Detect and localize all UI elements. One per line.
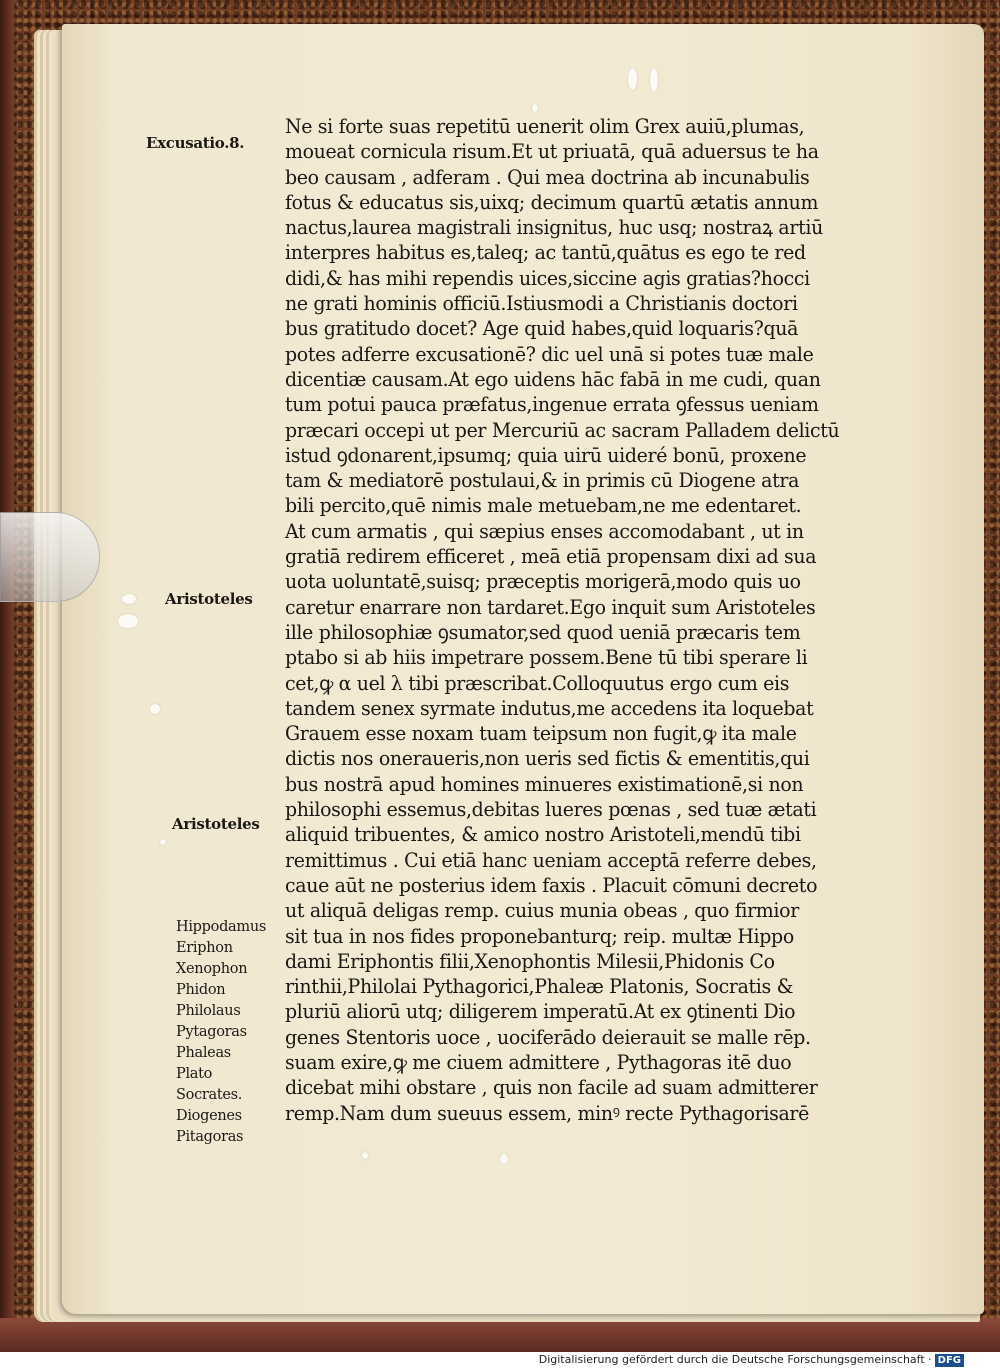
marginal-name: Xenophon <box>176 961 248 977</box>
dfg-logo: DFG <box>935 1354 964 1367</box>
text-line: genes Stentoris uoce , uociferādo deierauit se malle rēp. <box>285 1025 811 1049</box>
text-line: nactus,laurea magistrali insignitus, huc usq; nostraꝝ artiū <box>285 216 823 240</box>
text-line: cet,ꝙ α uel λ tibi præscribat.Colloquutus ergo cum eis <box>285 671 790 695</box>
marginal-note-excusatio: Excusatio.8. <box>146 134 245 152</box>
text-line: Grauem esse noxam tuam teipsum non fugit,ꝙ ita male <box>285 722 797 746</box>
text-line: pluriū aliorū utq; diligerem imperatū.At ex ꝯtinenti Dio <box>285 1000 796 1024</box>
text-line: bili percito,quē nimis male metuebam,ne me edentaret. <box>285 494 802 518</box>
text-line: ille philosophiæ ꝯsumator,sed quod ueniā præcaris tem <box>285 620 801 644</box>
marginal-note-aristoteles: Aristoteles <box>172 815 260 833</box>
marginal-name: Socrates. <box>176 1087 243 1103</box>
text-line: moueat cornicula risum.Et ut priuatā, quā aduersus te ha <box>285 140 819 164</box>
text-line: sit tua in nos fides proponebanturq; reip. multæ Hippo <box>285 924 794 948</box>
text-line: Ne si forte suas repetitū uenerit olim Grex auiū,plumas, <box>285 115 805 138</box>
text-line: uota uoluntatē,suisq; præceptis morigerā,modo quis uo <box>285 570 801 594</box>
text-line: caue aūt ne posterius idem faxis . Placuit cōmuni decreto <box>285 873 818 897</box>
marginal-name: Phaleas <box>176 1045 231 1061</box>
text-line: ptabo si ab hiis impetrare possem.Bene tū tibi sperare li <box>285 646 808 670</box>
text-line: rinthii,Philolai Pythagorici,Phaleæ Platonis, Socratis & <box>285 975 794 999</box>
marginal-name-list <box>176 917 266 1148</box>
wormhole <box>650 68 658 92</box>
wormhole <box>122 594 136 604</box>
marginal-note-aristoteles: Aristoteles <box>165 590 253 608</box>
text-line: remittimus . Cui etiā hanc ueniam acceptā referre debes, <box>285 848 817 872</box>
text-line: tandem senex syrmate indutus,me accedens ita loquebat <box>285 696 814 720</box>
text-line: dictis nos oneraueris,non ueris sed fictis & ementitis,qui <box>285 747 810 771</box>
book-cover-edge <box>0 0 14 1352</box>
text-line: bus gratitudo docet? Age quid habes,quid loquaris?quā <box>285 317 799 341</box>
marginal-name: Pytagoras <box>176 1024 247 1040</box>
wormhole <box>628 68 637 90</box>
text-line: potes adferre excusationē? dic uel unā si potes tuæ male <box>285 342 814 366</box>
text-line: dami Eriphontis filii,Xenophontis Milesii,Phidonis Co <box>285 949 775 973</box>
wormhole <box>362 1152 368 1159</box>
marginal-name: Plato <box>176 1066 213 1082</box>
text-line: dicentiæ causam.At ego uidens hāc fabā in me cudi, quan <box>285 367 821 391</box>
text-line: præcari occepi ut per Mercuriū ac sacram Palladem delictū <box>285 418 840 442</box>
text-line: At cum armatis , qui sæpius enses accomodabant , ut in <box>285 519 804 543</box>
text-line: gratiā redirem efficeret , meā etiā propensam dixi ad sua <box>285 545 817 569</box>
marginal-name: Pitagoras <box>176 1129 244 1145</box>
text-line: suam exire,ꝙ me ciuem admittere , Pythagoras itē duo <box>285 1050 792 1074</box>
text-line: philosophi essemus,debitas lueres pœnas , sed tuæ ætati <box>285 798 817 822</box>
main-text-block <box>285 114 915 1134</box>
text-line: fotus & educatus sis,uixq; decimum quartū ætatis annum <box>285 190 819 214</box>
text-line: interpres habitus es,taleq; ac tantū,quātus es ego te red <box>285 241 806 265</box>
text-line: istud ꝯdonarent,ipsumq; quia uirū uideré bonū, proxene <box>285 443 807 467</box>
text-line: tam & mediatorē postulaui,& in primis cū Diogene atra <box>285 469 800 493</box>
text-line: didi,& has mihi rependis uices,siccine agis gratias?hocci <box>285 266 810 290</box>
digitization-credit <box>539 1352 964 1368</box>
wormhole <box>532 104 538 112</box>
text-line: caretur enarrare non tardaret.Ego inquit sum Aristoteles <box>285 595 816 619</box>
text-line: ne grati hominis officiū.Istiusmodi a Christianis doctori <box>285 292 798 316</box>
marginal-name: Philolaus <box>176 1003 241 1019</box>
marginal-name: Phidon <box>176 982 226 998</box>
wormhole <box>160 839 166 845</box>
text-line: bus nostrā apud homines minueres existimationē,si non <box>285 772 804 796</box>
text-line: aliquid tribuentes, & amico nostro Aristoteli,mendū tibi <box>285 823 801 847</box>
credit-text: Digitalisierung gefördert durch die Deutsche Forschungsgemeinschaft · <box>538 1353 932 1366</box>
page-clip <box>0 512 100 602</box>
marginal-name: Diogenes <box>176 1108 242 1124</box>
text-line: remp.Nam dum sueuus essem, minꝰ recte Pythagorisarē <box>285 1101 810 1125</box>
text-line: tum potui pauca præfatus,ingenue errata ꝯfessus ueniam <box>285 393 819 417</box>
text-line: beo causam , adferam . Qui mea doctrina ab incunabulis <box>285 165 810 189</box>
text-line: dicebat mihi obstare , quis non facile ad suam admitterer <box>285 1076 818 1100</box>
text-line: ut aliquā deligas remp. cuius munia obeas , quo firmior <box>285 899 799 923</box>
wormhole <box>118 614 138 628</box>
marginal-name: Eriphon <box>176 940 233 956</box>
marginal-name: Hippodamus <box>176 919 267 935</box>
wormhole <box>500 1154 508 1164</box>
wormhole <box>150 704 160 714</box>
book-cover-bottom <box>0 1318 1000 1352</box>
